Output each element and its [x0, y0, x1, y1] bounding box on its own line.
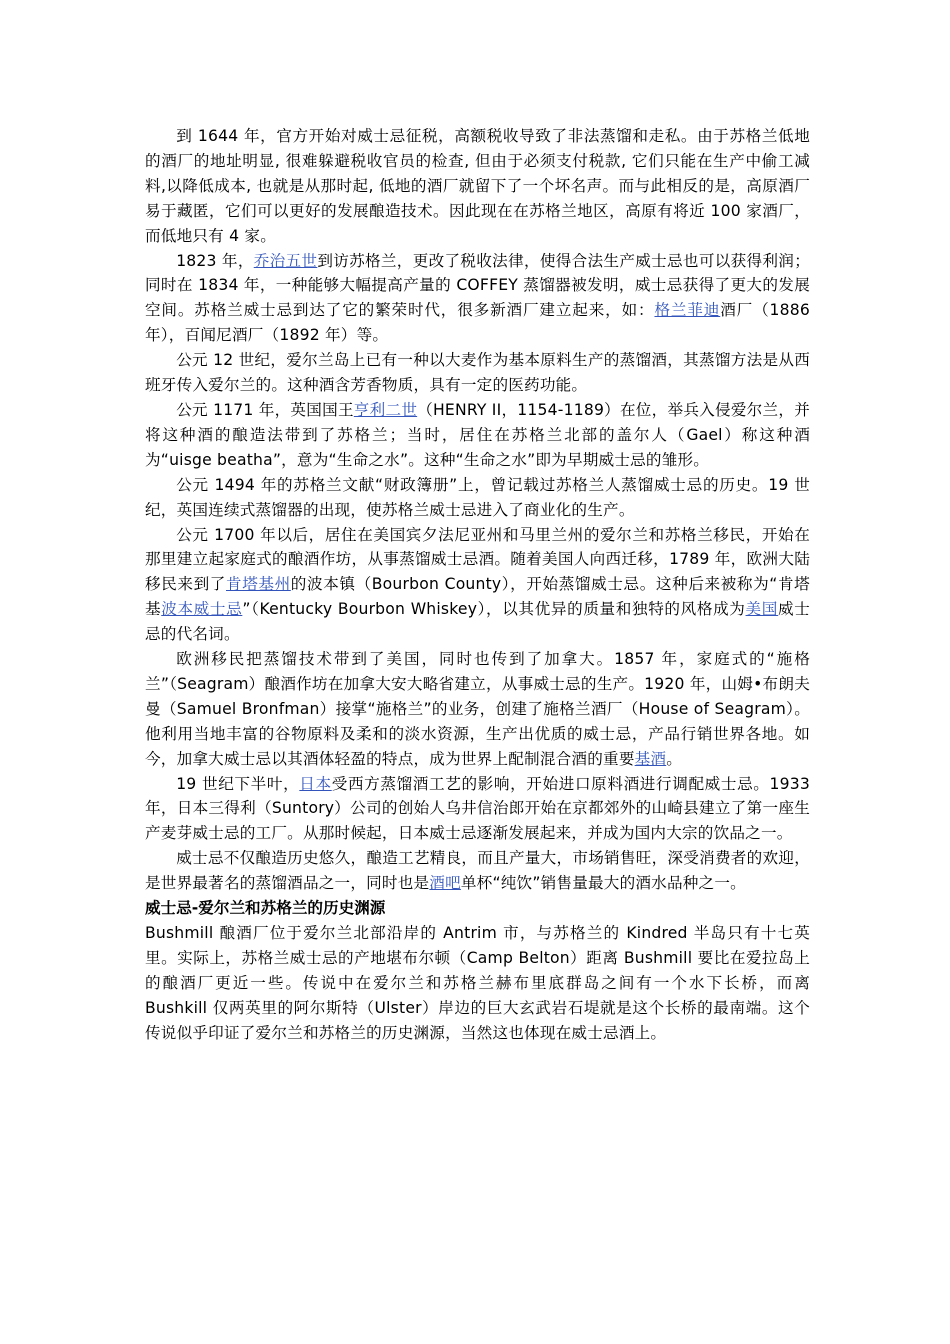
hyperlink[interactable]: 酒吧	[429, 874, 461, 893]
hyperlink[interactable]: 美国	[745, 600, 778, 619]
paragraph-text: 到 1644 年，官方开始对威士忌征税，高额税收导致了非法蒸馏和走私。由于苏格兰低地的酒厂的地址明显, 很难躲避税收官员的检查, 但由于必须支付税款, 它们只能在生产中偷工减料,以降低成本, 也就是从那时起, 低地的酒厂就留下了一个坏名声。而与此相反的是，高原酒厂易于藏匿，它们可以更好的发展酿造技术。因此现在在苏格兰地区，高原有将近 100 家酒厂，而低地只有 4 家。	[145, 127, 810, 245]
paragraph	[145, 398, 810, 473]
paragraph	[145, 772, 810, 847]
history-section	[145, 921, 810, 1046]
paragraph-text: 公元 1700 年以后，居住在美国宾夕法尼亚州和马里兰州的爱尔兰和苏格兰移民，开始在那里建立起家庭式的酿酒作坊，从事蒸馏威士忌酒。随着美国人向西迁移，1789 年，欧洲大陆移民来到了	[145, 525, 810, 594]
paragraph-text: 公元 1494 年的苏格兰文献“财政簿册”上，曾记载过苏格兰人蒸馏威士忌的历史。19 世纪，英国连续式蒸馏器的出现，使苏格兰威士忌进入了商业化的生产。	[145, 475, 810, 519]
hyperlink[interactable]: 格兰菲迪	[654, 301, 721, 320]
paragraph-text: 1823 年，	[176, 251, 254, 270]
paragraph-text: ”（Kentucky Bourbon Whiskey），以其优异的质量和独特的风格成为	[242, 600, 746, 619]
paragraph	[145, 249, 810, 349]
paragraph-text: （HENRY II，1154-1189）在位，举兵入侵爱尔兰，并将这种酒的酿造法带到了苏格兰；当时，居住在苏格兰北部的盖尔人（Gael）称这种酒为“uisge beatha”，意为“生命之水”。这种“生命之水”即为早期威士忌的雏形。	[145, 400, 810, 469]
paragraph-text: 酒厂（1886 年），百闻尼酒厂（1892 年）等。	[145, 301, 811, 345]
paragraph	[145, 523, 810, 648]
paragraph-text: 。	[666, 749, 682, 768]
section-heading: 威士忌-爱尔兰和苏格兰的历史渊源	[145, 899, 386, 918]
intro-section	[145, 124, 810, 896]
hyperlink[interactable]: 肯塔基州	[226, 575, 291, 594]
paragraph	[145, 647, 810, 772]
paragraph-text: 19 世纪下半叶，	[176, 774, 300, 793]
paragraph	[145, 124, 810, 249]
paragraph-text: 的波本镇（Bourbon County），开始蒸馏威士忌。这种后来被称为“肯塔基	[145, 575, 810, 619]
paragraph-text: 到访苏格兰，更改了税收法律，使得合法生产威士忌也可以获得利润；同时在 1834 年，一种能够大幅提高产量的 COFFEY 蒸馏器被发明，威士忌获得了更大的发展空间。苏格兰威士忌到达了它的繁荣时代，很多新酒厂建立起来，如：	[145, 251, 811, 320]
paragraph-text: 威士忌的代名词。	[145, 600, 810, 644]
paragraph-text: 受西方蒸馏酒工艺的影响，开始进口原料酒进行调配威士忌。1933 年，日本三得利（Suntory）公司的创始人乌井信治郎开始在京都郊外的山崎县建立了第一座生产麦芽威士忌的工厂。从那时候起，日本威士忌逐渐发展起来，并成为国内大宗的饮品之一。	[145, 774, 810, 843]
hyperlink[interactable]: 亨利二世	[353, 400, 418, 419]
paragraph	[145, 473, 810, 523]
paragraph-text: 公元 1171 年，英国国王	[176, 400, 354, 419]
hyperlink[interactable]: 乔治五世	[253, 251, 318, 270]
paragraph-text: 欧洲移民把蒸馏技术带到了美国，同时也传到了加拿大。1857 年，家庭式的“施格兰”（Seagram）酿酒作坊在加拿大安大略省建立，从事威士忌的生产。1920 年，山姆•布朗夫曼（Samuel Bronfman）接掌“施格兰”的业务，创建了施格兰酒厂（House of Seagram）。他利用当地丰富的谷物原料及柔和的淡水资源，生产出优质的威士忌，产品行销世界各地。如今，加拿大威士忌以其酒体轻盈的特点，成为世界上配制混合酒的重要	[145, 650, 810, 768]
hyperlink[interactable]: 日本	[299, 774, 332, 793]
paragraph	[145, 921, 810, 1046]
paragraph-text: 单杯“纯饮”销售量最大的酒水品种之一。	[460, 874, 746, 893]
paragraph-text: 公元 12 世纪，爱尔兰岛上已有一种以大麦作为基本原料生产的蒸馏酒，其蒸馏方法是从西班牙传入爱尔兰的。这种酒含芳香物质，具有一定的医药功能。	[145, 351, 810, 395]
document-page	[145, 124, 810, 1046]
paragraph-text: Bushmill 酿酒厂位于爱尔兰北部沿岸的 Antrim 市，与苏格兰的 Kindred 半岛只有十七英里。实际上，苏格兰威士忌的产地堪布尔顿（Camp Belton）距离 Bushmill 要比在爱拉岛上的酿酒厂更近一些。传说中在爱尔兰和苏格兰赫布里底群岛之间有一个水下长桥，而离 Bushkill 仅两英里的阿尔斯特（Ulster）岸边的巨大玄武岩石堤就是这个长桥的最南端。这个传说似乎印证了爱尔兰和苏格兰的历史渊源，当然这也体现在威士忌酒上。	[145, 924, 810, 1042]
paragraph	[145, 348, 810, 398]
paragraph-text: 威士忌不仅酿造历史悠久，酿造工艺精良，而且产量大，市场销售旺，深受消费者的欢迎，是世界最著名的蒸馏酒品之一，同时也是	[145, 849, 810, 893]
hyperlink[interactable]: 波本威士忌	[161, 600, 243, 619]
hyperlink[interactable]: 基酒	[634, 749, 667, 768]
paragraph	[145, 846, 810, 896]
